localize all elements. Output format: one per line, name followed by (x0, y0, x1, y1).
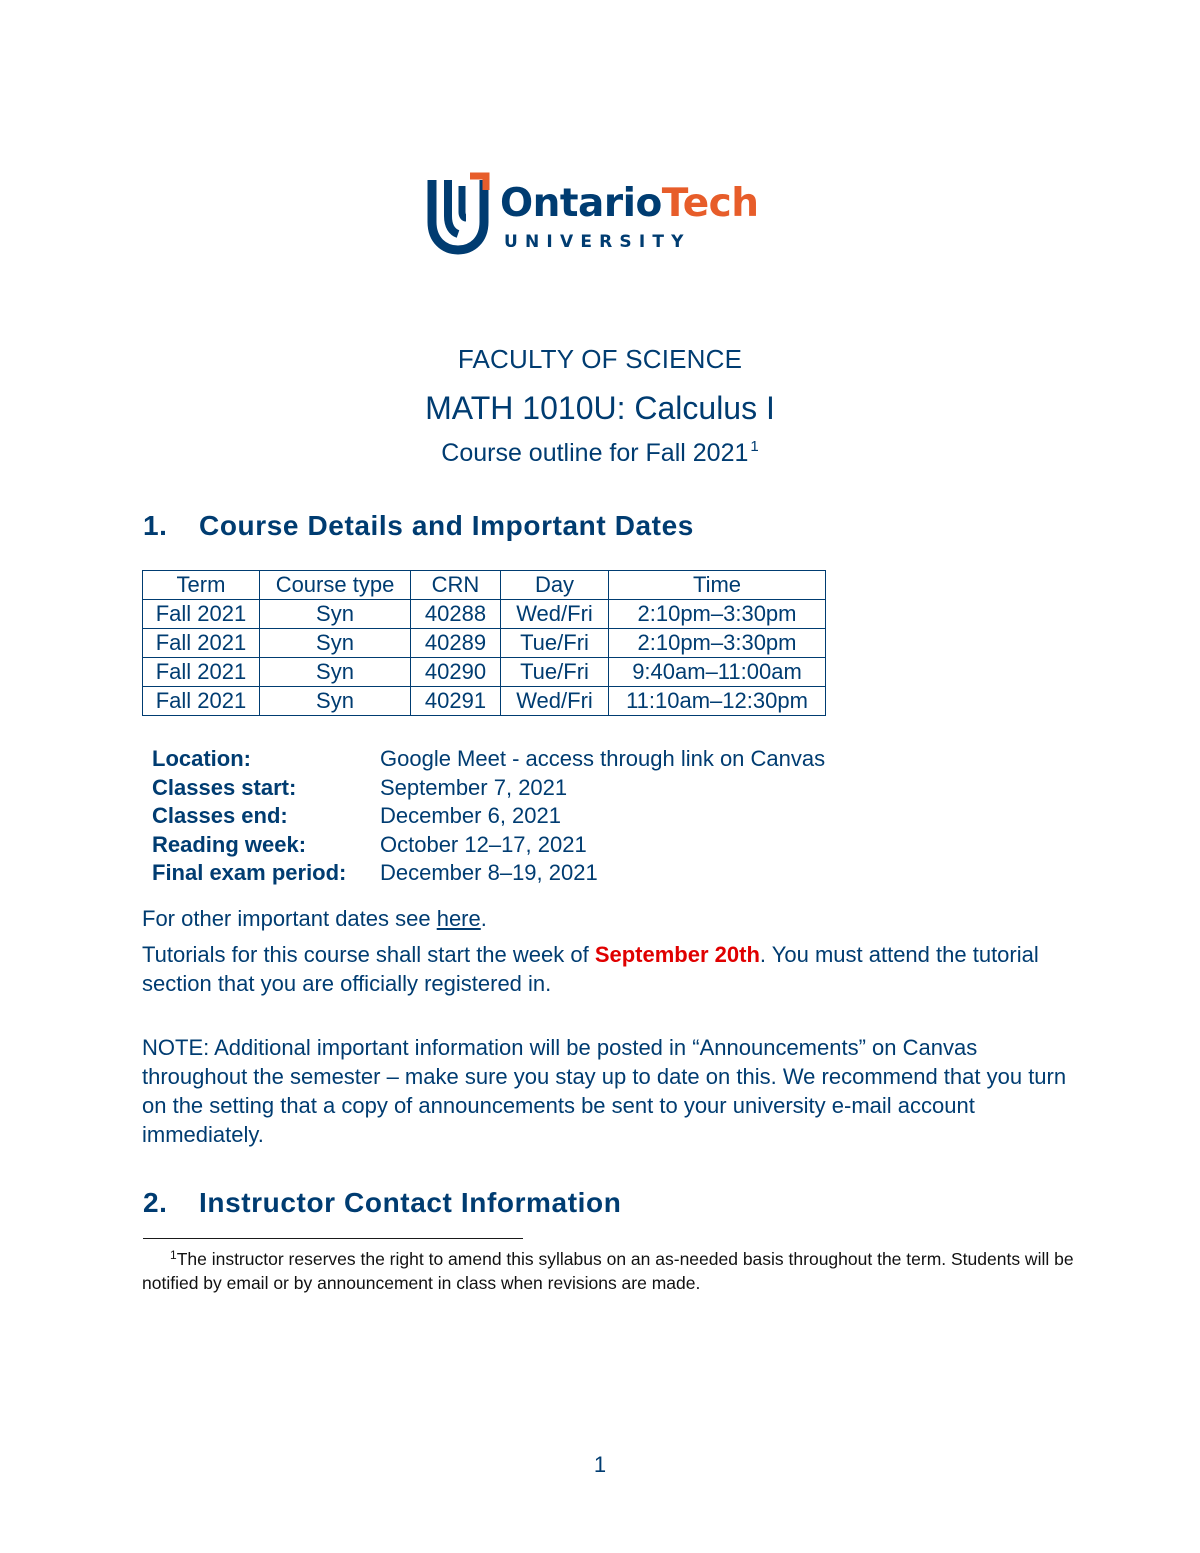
section-number: 1. (143, 510, 168, 541)
table-cell: Wed/Fri (501, 600, 609, 629)
other-dates-paragraph (142, 904, 1072, 933)
tutorials-start-date: September 20th (594, 942, 760, 967)
table-cell: 40288 (411, 600, 501, 629)
logo-university: UNIVERSITY (504, 232, 691, 252)
detail-row-classes-end (152, 802, 825, 831)
table-cell: Syn (260, 658, 411, 687)
table-cell: 2:10pm–3:30pm (609, 629, 826, 658)
course-details-list (152, 745, 825, 888)
column-header-term: Term (143, 571, 260, 600)
other-dates-end: . (480, 906, 487, 931)
section-title: Instructor Contact Information (199, 1187, 622, 1218)
table-row (143, 629, 826, 658)
table-cell: Wed/Fri (501, 687, 609, 716)
table-cell: Tue/Fri (501, 658, 609, 687)
course-title: MATH 1010U: Calculus I (425, 390, 775, 426)
detail-value: December 8–19, 2021 (380, 860, 598, 885)
detail-value: September 7, 2021 (380, 774, 568, 800)
faculty-name: FACULTY OF SCIENCE (457, 344, 743, 374)
section-heading-instructor-contact (143, 1187, 621, 1219)
column-header-course-type: Course type (260, 571, 411, 600)
table-header-row (143, 571, 826, 600)
table-cell: 11:10am–12:30pm (609, 687, 826, 716)
tutorials-text-end: . You must attend the tutorial section that you are officially registered in. (142, 942, 1039, 996)
schedule-table (142, 570, 826, 716)
table-cell: 9:40am–11:00am (609, 658, 826, 687)
column-header-day: Day (501, 571, 609, 600)
table-cell: Fall 2021 (143, 658, 260, 687)
important-dates-link[interactable]: here (436, 906, 481, 931)
detail-label: Final exam period: (152, 860, 347, 885)
detail-label: Classes end: (152, 803, 288, 828)
table-cell: Fall 2021 (143, 629, 260, 658)
table-cell: 40291 (411, 687, 501, 716)
section-title: Course Details and Important Dates (199, 510, 694, 541)
tutorials-paragraph (142, 940, 1072, 998)
footnote-marker: 1 (170, 1248, 177, 1262)
footnote-ref[interactable]: 1 (750, 438, 759, 455)
table-cell: Tue/Fri (501, 629, 609, 658)
table-cell: 2:10pm–3:30pm (609, 600, 826, 629)
table-cell: Syn (260, 600, 411, 629)
tutorials-text: Tutorials for this course shall start the week of (142, 942, 595, 967)
detail-value: Google Meet - access through link on Canvas (380, 746, 826, 771)
detail-label: Location: (152, 746, 251, 771)
logo-name-ontario: Ontario (500, 181, 662, 226)
logo-wordmark (500, 182, 759, 226)
course-subtitle (0, 438, 1200, 468)
footnote (142, 1243, 1082, 1295)
table-cell: 40289 (411, 629, 501, 658)
detail-row-reading-week (152, 831, 825, 860)
logo-name-tech: Tech (661, 181, 759, 226)
table-row (143, 687, 826, 716)
other-dates-text: For other important dates see (142, 906, 437, 931)
detail-value: October 12–17, 2021 (380, 831, 587, 857)
footnote-text: The instructor reserves the right to amend this syllabus on an as-needed basis throughout the term. Students will be notified by email or by announcement in class when revisions are made. (142, 1249, 1074, 1293)
subtitle-text: Course outline for Fall 2021 (441, 439, 749, 467)
shield-emblem-icon (426, 172, 490, 256)
detail-row-final-exam (152, 859, 825, 888)
section-number: 2. (143, 1187, 168, 1218)
detail-label: Classes start: (152, 774, 297, 800)
table-row (143, 658, 826, 687)
table-cell: 40290 (411, 658, 501, 687)
footnote-divider (143, 1238, 523, 1239)
detail-row-location (152, 745, 825, 774)
detail-row-classes-start (152, 774, 825, 803)
university-logo (426, 172, 778, 256)
table-cell: Syn (260, 687, 411, 716)
section-heading-course-details (143, 510, 694, 542)
table-cell: Fall 2021 (143, 687, 260, 716)
table-row (143, 600, 826, 629)
table-cell: Fall 2021 (143, 600, 260, 629)
column-header-crn: CRN (411, 571, 501, 600)
column-header-time: Time (609, 571, 826, 600)
detail-label: Reading week: (152, 831, 307, 857)
announcements-note: NOTE: Additional important information will be posted in “Announcements” on Canvas throughout the semester – make sure you stay up to date on this. We recommend that you turn on the setting that a copy of announcements be sent to your university e-mail account immediately. (142, 1035, 1067, 1147)
detail-value: December 6, 2021 (380, 803, 561, 828)
page-number: 1 (593, 1452, 607, 1477)
table-cell: Syn (260, 629, 411, 658)
